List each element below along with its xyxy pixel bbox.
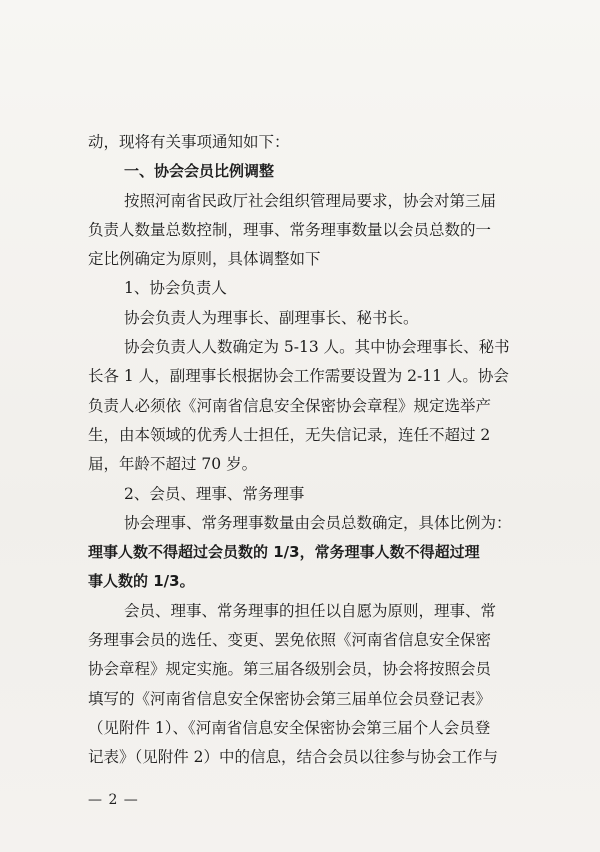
- text-line: 会员、理事、常务理事的担任以自愿为原则，理事、常: [124, 601, 497, 620]
- text-line: 务理事会员的选任、变更、罢免依照《河南省信息安全保密: [88, 631, 492, 650]
- document-body: [88, 128, 528, 773]
- text-line: 负责人数量总数控制，理事、常务理事数量以会员总数的一: [88, 220, 492, 239]
- text-line: 协会负责人人数确定为 5-13 人。其中协会理事长、秘书: [124, 338, 510, 357]
- text-line: 协会理事、常务理事数量由会员总数确定，具体比例为：: [124, 513, 512, 532]
- text-line: 届，年龄不超过 70 岁。: [88, 455, 258, 474]
- text-line: 按照河南省民政厅社会组织管理局要求，协会对第三届: [124, 191, 497, 210]
- section-heading: 一、协会会员比例调整: [124, 162, 275, 181]
- text-line: （见附件 1）、《河南省信息安全保密协会第三届个人会员登: [88, 718, 491, 737]
- text-line: 填写的《河南省信息安全保密协会第三届单位会员登记表》: [88, 689, 492, 708]
- page-number: — 2 —: [88, 792, 139, 808]
- subsection-heading: 2、会员、理事、常务理事: [124, 484, 305, 503]
- text-line: 理事人数不得超过会员数的 1/3，常务理事人数不得超过理: [88, 543, 480, 562]
- text-line: 生，由本领域的优秀人士担任，无失信记录，连任不超过 2: [88, 425, 491, 444]
- subsection-heading: 1、协会负责人: [124, 279, 227, 298]
- text-line: 定比例确定为原则，具体调整如下: [88, 250, 321, 269]
- text-line: 负责人必须依《河南省信息安全保密协会章程》规定选举产: [88, 396, 492, 415]
- text-line: 协会负责人为理事长、副理事长、秘书长。: [124, 308, 419, 327]
- text-line: 事人数的 1/3。: [88, 572, 195, 591]
- text-line: 动，现将有关事项通知如下：: [88, 133, 290, 151]
- text-line: 协会章程》规定实施。第三届各级别会员，协会将按照会员: [88, 660, 492, 679]
- text-line: 记表》（见附件 2）中的信息，结合会员以往参与协会工作与: [88, 748, 499, 767]
- text-line: 长各 1 人，副理事长根据协会工作需要设置为 2-11 人。协会: [88, 367, 509, 386]
